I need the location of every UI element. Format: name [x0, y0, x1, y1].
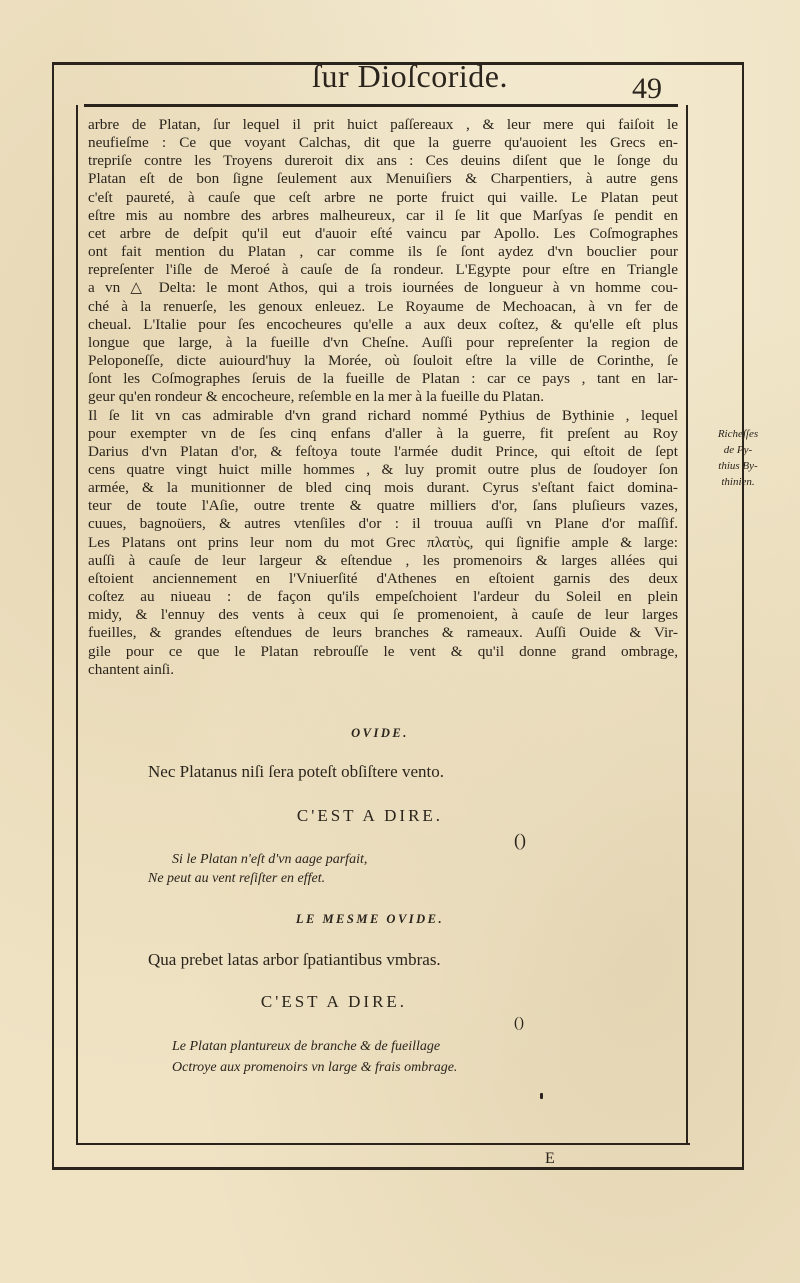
text-line: auſſi à cauſe de leur largeur & eſtendue , les promenoirs & larges allées qui [88, 551, 678, 569]
parenthesis-mark: () [514, 830, 526, 850]
text-line: a vn △ Delta: le mont Athos, qui a trois iournées de longueur à vn homme cou- [88, 279, 678, 297]
margin-note [705, 426, 771, 490]
text-line: eſtre mis au nombre des arbres malheureux, car il ſe lit que Marſyas ſe pendit en [88, 206, 678, 224]
parenthesis-mark: () [514, 1015, 524, 1031]
text-line: ſont les Coſmographes ſeruis de la fueille de Platan : car ce pays , tant en lar- [88, 370, 678, 388]
text-line: Platan eſt de bon ſigne ſeulement aux Menuiſiers & Charpentiers, à autre gens [88, 170, 678, 188]
text-line: neufieſme : Ce que voyant Calchas, dit que la guerre qu'auoient les Grecs en- [88, 134, 678, 152]
text-line: Darius d'vn Platan d'or, & feſtoya toute l'armée dudit Prince, qui eſtoit de ſept [88, 442, 678, 460]
verse-1-french-line: Ne peut au vent reſiſter en effet. [148, 871, 326, 886]
verse-2-cest-a-dire: C'EST A DIRE. [260, 992, 408, 1011]
text-line: teur de toute l'Aſie, outre trente & quatre milliers d'or, ſans pluſieurs vazes, [88, 497, 678, 515]
main-text-block [88, 116, 678, 679]
signature-mark: E [545, 1150, 555, 1167]
margin-note-line: thius By- [718, 460, 758, 472]
margin-note-line: Richeſſes [717, 428, 759, 440]
text-line: gile pour ce que le Platan rebrouſſe le vent & qu'il donne grand ombrage, [88, 642, 678, 660]
text-line: cens quatre vingt huict mille hommes , & luy promit outre plus de ſoudoyer ſon [88, 460, 678, 478]
text-line: cet arbre de deſpit qu'il eut d'auoir eſté vaincu par Apollo. Les Coſmographes [88, 224, 678, 242]
text-line: geur qu'en rondeur & encocheure, reſemble en la mer à la fueille du Platan. [88, 388, 545, 406]
verse-1-latin: Nec Platanus niſi ſera poteſt obſiſtere vento. [148, 762, 444, 781]
outer-footer-rule [52, 1167, 744, 1170]
verse-2-latin: Qua prebet latas arbor ſpatiantibus vmbras. [148, 950, 441, 969]
verse-2-heading: LE MESME OVIDE. [295, 912, 445, 926]
text-line: cheual. L'Italie pour ſes encocheures qu'elle a aux deux coſtez, & qu'elle eſt plus [88, 315, 678, 333]
verse-1-heading: OVIDE. [351, 726, 409, 740]
running-head: ſur Dioſcoride. [312, 58, 508, 94]
text-line: chantent ainſi. [88, 660, 175, 678]
verse-2-french-line: Le Platan plantureux de branche & de fueillage [172, 1039, 441, 1054]
text-line: arbre de Platan, ſur lequel il prit huict paſſereaux , & leur mere qui faiſoit le [88, 116, 678, 133]
text-line: Il ſe lit vn cas admirable d'vn grand richard nommé Pythius de Bythinie , lequel [88, 406, 678, 424]
verse-1-cest-a-dire: C'EST A DIRE. [296, 806, 444, 825]
text-line: midy, & l'ennuy des vents à ceux qui ſe promenoient, à cauſe de leur larges [88, 606, 678, 624]
text-line: eſtoient anciennement en l'Vniuerſité d'Athenes en eſtoient garnis des deux [88, 569, 678, 587]
inner-footer-rule [78, 1143, 690, 1145]
ink-speck [540, 1093, 543, 1099]
margin-note-line: thinien. [721, 476, 755, 488]
text-line: Peloponeſſe, dicte auiourd'huy la Morée, où ſouloit eſtre la ville de Corinthe, ſe [88, 352, 678, 370]
text-line: ché à la renuerſe, les genoux enleuez. Le Royaume de Mechoacan, à vn fer de [88, 297, 678, 315]
text-line: longue que large, à la fueille d'vn Cheſne. Auſſi pour repreſenter la region de [88, 333, 678, 351]
text-line: trepriſe contre les Troyens dureroit dix ans : Ces deuins diſent que le ſonge du [88, 152, 678, 170]
header-rule [84, 104, 678, 107]
text-line: pour exempter vn de ſes cinq enfans d'aller à la guerre, fit preſent au Roy [88, 424, 678, 442]
page-number: 49 [632, 72, 662, 105]
text-line: repreſenter l'iſle de Meroé à cauſe de ſa rondeur. L'Egypte pour eſtre en Triangle [88, 261, 678, 279]
text-line: Les Platans ont prins leur nom du mot Grec πλατὺς, qui ſignifie ample & large: [88, 533, 678, 551]
text-line: c'eſt paureté, à cauſe que ceſt arbre ne porte fruict qui vaille. Le Platan peut [88, 188, 678, 206]
text-line: fueilles, & grandes eſtendues de leurs branches & rameaux. Auſſi Ouide & Vir- [88, 624, 678, 642]
margin-note-line: de Py- [723, 444, 753, 456]
text-line: armée, & la munitionner de bled cinq mois durant. Cyrus s'eſtant faict domina- [88, 479, 678, 497]
text-line: coſtez au niueau : de façon qu'ils empeſchoient l'ardeur du Soleil en plein [88, 588, 678, 606]
verse-1-french-line: Si le Platan n'eſt d'vn aage parfait, [172, 852, 368, 867]
text-line: ont fait mention du Platan , car comme ils ſe ſont aydez d'vn bouclier pour [88, 243, 678, 261]
text-line: cuues, bagnoüers, & autres vtenſiles d'or : il trouua auſſi vn Plane d'or maſſif. [88, 515, 678, 533]
verse-2-french-line: Octroye aux promenoirs vn large & frais ombrage. [172, 1060, 458, 1075]
